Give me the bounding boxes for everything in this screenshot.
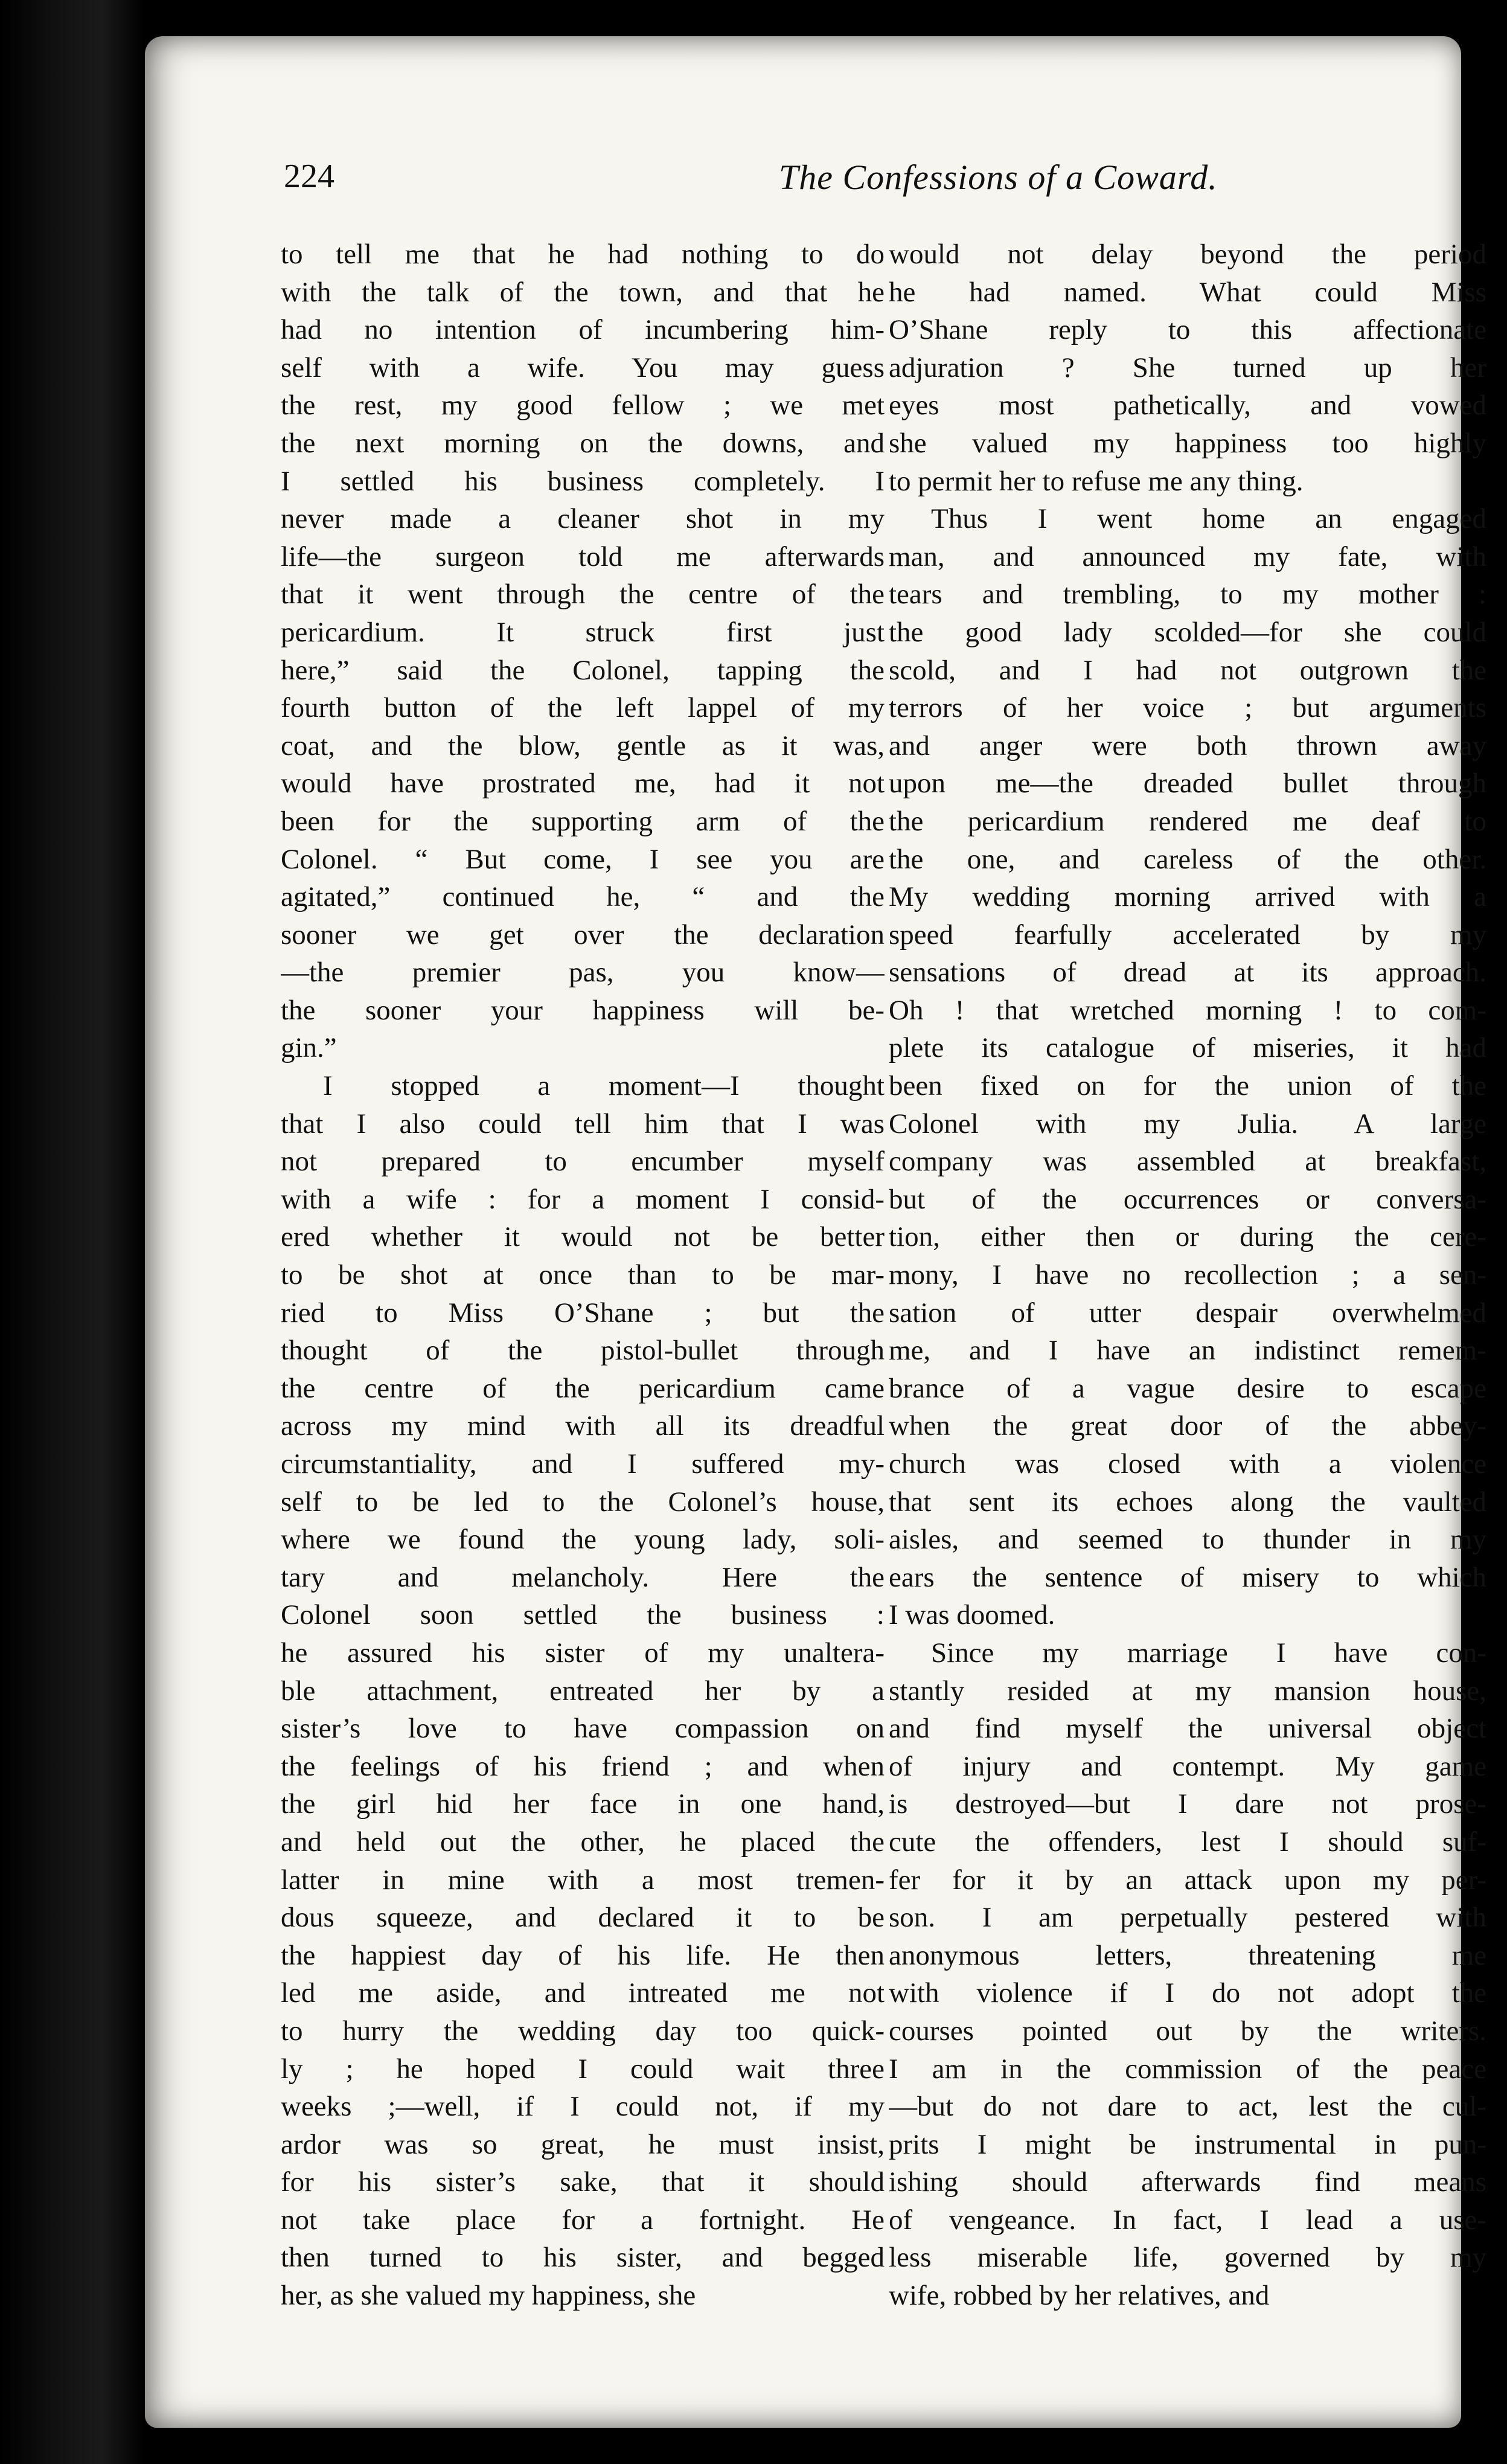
text-line: I was doomed. (889, 1599, 1055, 1631)
text-line: Since my marriage I have con- (931, 1637, 1486, 1669)
text-line: across my mind with all its dreadful (281, 1410, 885, 1442)
text-line: but of the occurrences or conversa- (889, 1183, 1486, 1215)
text-line: company was assembled at breakfast, (889, 1146, 1486, 1178)
text-line: courses pointed out by the writers. (889, 2015, 1486, 2047)
text-line: that I also could tell him that I was (281, 1108, 885, 1140)
text-line: agitated,” continued he, “ and the (281, 881, 885, 913)
text-line: with violence if I do not adopt the (889, 1977, 1486, 2009)
text-line: son. I am perpetually pestered with (889, 1902, 1486, 1934)
text-line: O’Shane reply to this affectionate (889, 314, 1486, 346)
text-line: terrors of her voice ; but arguments (889, 692, 1486, 724)
text-line: here,” said the Colonel, tapping the (281, 654, 885, 686)
text-line: My wedding morning arrived with a (889, 881, 1486, 913)
text-line: would have prostrated me, had it not (281, 768, 885, 800)
text-line: thought of the pistol-bullet through (281, 1335, 885, 1367)
text-line: for his sister’s sake, that it should (281, 2166, 885, 2198)
text-line: is destroyed—but I dare not prose- (889, 1788, 1486, 1820)
text-line: she valued my happiness too highly (889, 427, 1486, 459)
text-line: sensations of dread at its approach. (889, 957, 1486, 989)
text-line: to tell me that he had nothing to do (281, 239, 885, 270)
text-line: ardor was so great, he must insist, (281, 2128, 885, 2160)
text-line: that it went through the centre of the (281, 579, 885, 611)
text-line: gin.” (281, 1032, 337, 1064)
text-line: scold, and I had not outgrown the (889, 654, 1486, 686)
text-line: ried to Miss O’Shane ; but the (281, 1297, 885, 1329)
text-line: Colonel soon settled the business : (281, 1599, 885, 1631)
book-page (145, 36, 1486, 2428)
text-line: the girl hid her face in one hand, (281, 1788, 885, 1820)
text-line: I stopped a moment—I thought (323, 1070, 885, 1102)
text-line: never made a cleaner shot in my (281, 503, 885, 535)
text-line: had no intention of incumbering him- (281, 314, 885, 346)
scan-border-left (0, 0, 145, 2464)
text-line: ears the sentence of misery to which (889, 1561, 1486, 1593)
text-line: he had named. What could Miss (889, 276, 1486, 308)
text-line: he assured his sister of my unaltera- (281, 1637, 885, 1669)
running-title: The Confessions of a Coward. (779, 158, 1218, 197)
text-line: —but do not dare to act, lest the cul- (889, 2091, 1486, 2123)
text-line: latter in mine with a most tremen- (281, 1864, 885, 1896)
text-line: upon me—the dreaded bullet through (889, 768, 1486, 800)
text-line: I settled his business completely. I (281, 465, 885, 497)
text-line: speed fearfully accelerated by my (889, 919, 1486, 951)
text-line: aisles, and seemed to thunder in my (889, 1524, 1486, 1556)
text-line: to be shot at once than to be mar- (281, 1259, 885, 1291)
text-line: where we found the young lady, soli- (281, 1524, 885, 1556)
text-line: pericardium. It struck first just (281, 616, 885, 648)
text-line: cute the offenders, lest I should suf- (889, 1826, 1486, 1858)
text-line: —the premier pas, you know— (281, 957, 885, 989)
text-line: self with a wife. You may guess (281, 351, 885, 383)
text-line: mony, I have no recollection ; a sen- (889, 1259, 1486, 1291)
text-line: ly ; he hoped I could wait three (281, 2053, 885, 2085)
text-line: her, as she valued my happiness, she (281, 2280, 696, 2312)
text-line: tears and trembling, to my mother : (889, 579, 1486, 611)
running-head (284, 157, 1358, 211)
text-line: the centre of the pericardium came (281, 1372, 885, 1404)
text-line: prits I might be instrumental in pun- (889, 2128, 1486, 2160)
text-line: the rest, my good fellow ; we met (281, 390, 885, 422)
text-line: tion, either then or during the cere- (889, 1221, 1486, 1253)
text-line: led me aside, and intreated me not (281, 1977, 885, 2009)
text-line: fer for it by an attack upon my per- (889, 1864, 1486, 1896)
text-line: with the talk of the town, and that he (281, 276, 885, 308)
text-line: and find myself the universal object (889, 1713, 1486, 1745)
text-line: sation of utter despair overwhelmed (889, 1297, 1486, 1329)
text-line: that sent its echoes along the vaulted (889, 1486, 1486, 1518)
text-line: then turned to his sister, and begged (281, 2242, 885, 2274)
text-line: weeks ;—well, if I could not, if my (281, 2091, 885, 2123)
text-line: been for the supporting arm of the (281, 805, 885, 837)
text-line: wife, robbed by her relatives, and (889, 2280, 1270, 2312)
text-line: the feelings of his friend ; and when (281, 1750, 885, 1782)
text-line: plete its catalogue of miseries, it had (889, 1032, 1486, 1064)
text-line: and anger were both thrown away (889, 730, 1486, 762)
text-line: circumstantiality, and I suffered my- (281, 1448, 885, 1480)
text-line: sister’s love to have compassion on (281, 1713, 885, 1745)
text-line: ishing should afterwards find means (889, 2166, 1486, 2198)
text-line: adjuration ? She turned up her (889, 351, 1486, 383)
text-line: tary and melancholy. Here the (281, 1561, 885, 1593)
text-line: Oh ! that wretched morning ! to com- (889, 994, 1486, 1026)
text-line: to permit her to refuse me any thing. (889, 465, 1304, 497)
text-line: the pericardium rendered me deaf to (889, 805, 1486, 837)
text-line: Thus I went home an engaged (931, 503, 1486, 535)
scan-border-right (1483, 0, 1507, 2464)
text-line: ered whether it would not be better (281, 1221, 885, 1253)
text-line: the next morning on the downs, and (281, 427, 885, 459)
text-line: Colonel. “ But come, I see you are (281, 843, 885, 875)
text-line: life—the surgeon told me afterwards (281, 541, 885, 573)
text-line: dous squeeze, and declared it to be (281, 1902, 885, 1934)
text-line: brance of a vague desire to escape (889, 1372, 1486, 1404)
text-line: self to be led to the Colonel’s house, (281, 1486, 885, 1518)
text-line: not take place for a fortnight. He (281, 2204, 885, 2236)
text-line: sooner we get over the declaration (281, 919, 885, 951)
text-line: eyes most pathetically, and vowed (889, 390, 1486, 422)
text-line: the one, and careless of the other. (889, 843, 1486, 875)
left-text-column (281, 236, 885, 2315)
text-line: less miserable life, governed by my (889, 2242, 1486, 2274)
text-line: Colonel with my Julia. A large (889, 1108, 1486, 1140)
text-line: the sooner your happiness will be- (281, 994, 885, 1026)
text-line: coat, and the blow, gentle as it was, (281, 730, 885, 762)
text-line: me, and I have an indistinct remem- (889, 1335, 1486, 1367)
text-line: the happiest day of his life. He then (281, 1939, 885, 1971)
text-line: been fixed on for the union of the (889, 1070, 1486, 1102)
text-line: and held out the other, he placed the (281, 1826, 885, 1858)
text-line: not prepared to encumber myself (281, 1146, 885, 1178)
text-line: church was closed with a violence (889, 1448, 1486, 1480)
right-text-column (889, 236, 1486, 2315)
page-number: 224 (284, 158, 334, 195)
text-line: anonymous letters, threatening me (889, 1939, 1486, 1971)
text-line: the good lady scolded—for she could (889, 616, 1486, 648)
text-line: of vengeance. In fact, I lead a use- (889, 2204, 1486, 2236)
text-line: ble attachment, entreated her by a (281, 1675, 885, 1707)
text-line: would not delay beyond the period (889, 239, 1486, 270)
text-line: stantly resided at my mansion house, (889, 1675, 1486, 1707)
text-line: I am in the commission of the peace (889, 2053, 1486, 2085)
text-line: fourth button of the left lappel of my (281, 692, 885, 724)
text-line: with a wife : for a moment I consid- (281, 1183, 885, 1215)
text-line: when the great door of the abbey- (889, 1410, 1486, 1442)
text-line: man, and announced my fate, with (889, 541, 1486, 573)
text-line: of injury and contempt. My game (889, 1750, 1486, 1782)
text-line: to hurry the wedding day too quick- (281, 2015, 885, 2047)
